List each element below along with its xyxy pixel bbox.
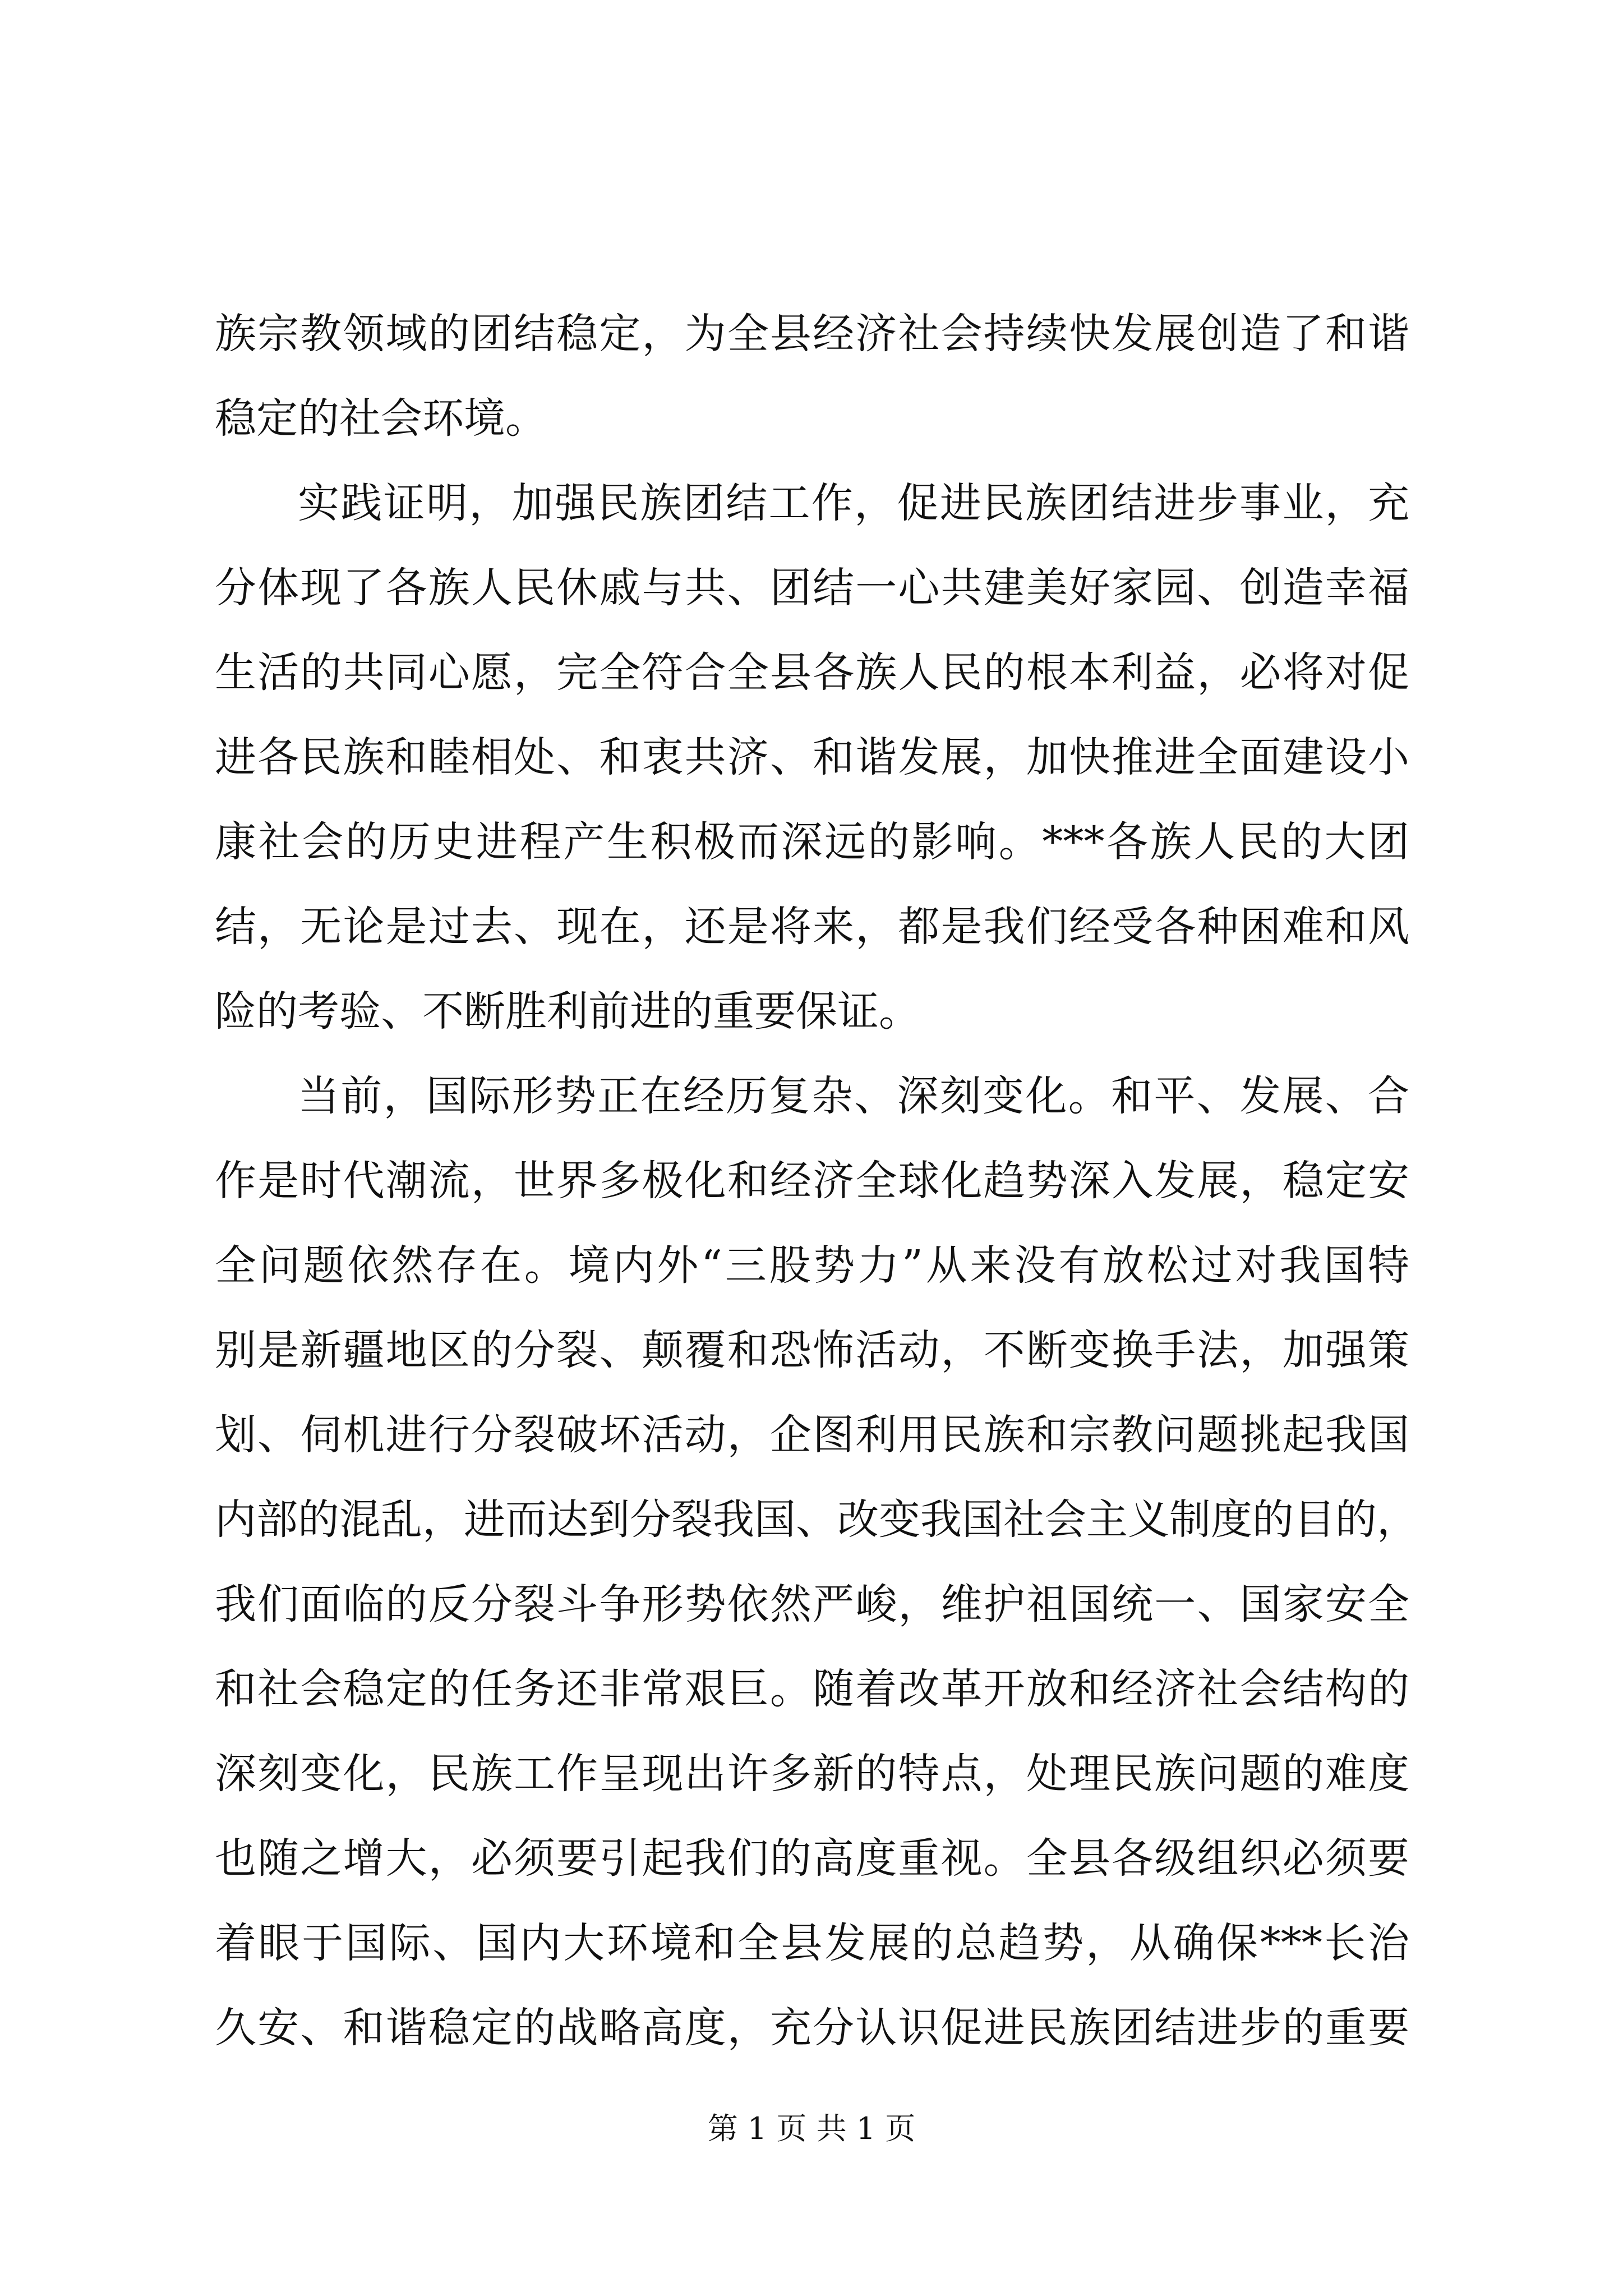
- paragraph-2-line-4: 进各民族和睦相处、和衷共济、和谐发展，加快推进全面建设小: [215, 733, 1409, 781]
- paragraph-3-line-2: 作是时代潮流，世界多极化和经济全球化趋势深入发展，稳定安: [215, 1157, 1409, 1205]
- paragraph-3-line-5: 划、伺机进行分裂破坏活动，企图利用民族和宗教问题挑起我国: [215, 1411, 1409, 1459]
- paragraph-3-line-9: 深刻变化，民族工作呈现出许多新的特点，处理民族问题的难度: [215, 1750, 1409, 1798]
- paragraph-3-line-11: 着眼于国际、国内大环境和全县发展的总趋势，从确保***长治: [215, 1919, 1409, 1967]
- paragraph-2-line-5: 康社会的历史进程产生积极而深远的影响。***各族人民的大团: [215, 818, 1409, 866]
- paragraph-3-line-8: 和社会稳定的任务还非常艰巨。随着改革开放和经济社会结构的: [215, 1665, 1409, 1713]
- paragraph-3-line-12: 久安、和谐稳定的战略高度，充分认识促进民族团结进步的重要: [215, 2004, 1409, 2052]
- paragraph-2-line-7: 险的考验、不断胜利前进的重要保证。: [215, 987, 920, 1036]
- paragraph-3-line-4: 别是新疆地区的分裂、颠覆和恐怖活动，不断变换手法，加强策: [215, 1326, 1409, 1374]
- paragraph-1-line-2: 稳定的社会环境。: [215, 394, 547, 443]
- paragraph-2-line-6: 结，无论是过去、现在，还是将来，都是我们经受各种困难和风: [215, 903, 1409, 951]
- paragraph-3-line-1: 当前，国际形势正在经历复杂、深刻变化。和平、发展、合: [298, 1072, 1409, 1120]
- paragraph-2-line-2: 分体现了各族人民休戚与共、团结一心共建美好家园、创造幸福: [215, 564, 1409, 612]
- paragraph-3-line-7: 我们面临的反分裂斗争形势依然严峻，维护祖国统一、国家安全: [215, 1580, 1409, 1628]
- page-number-label: 第 1 页 共 1 页: [707, 2111, 916, 2146]
- paragraph-3-line-10: 也随之增大，必须要引起我们的高度重视。全县各级组织必须要: [215, 1834, 1409, 1883]
- document-body: [215, 292, 1418, 2070]
- paragraph-3-line-6: 内部的混乱，进而达到分裂我国、改变我国社会主义制度的目的，: [215, 1496, 1418, 1544]
- paragraph-2-line-1: 实践证明，加强民族团结工作，促进民族团结进步事业，充: [298, 479, 1409, 527]
- paragraph-3-line-3: 全问题依然存在。境内外“三股势力”从来没有放松过对我国特: [215, 1241, 1409, 1290]
- paragraph-1-line-1: 族宗教领域的团结稳定，为全县经济社会持续快发展创造了和谐: [215, 310, 1409, 358]
- page-footer: [0, 2109, 1623, 2148]
- paragraph-2-line-3: 生活的共同心愿，完全符合全县各族人民的根本利益，必将对促: [215, 648, 1409, 697]
